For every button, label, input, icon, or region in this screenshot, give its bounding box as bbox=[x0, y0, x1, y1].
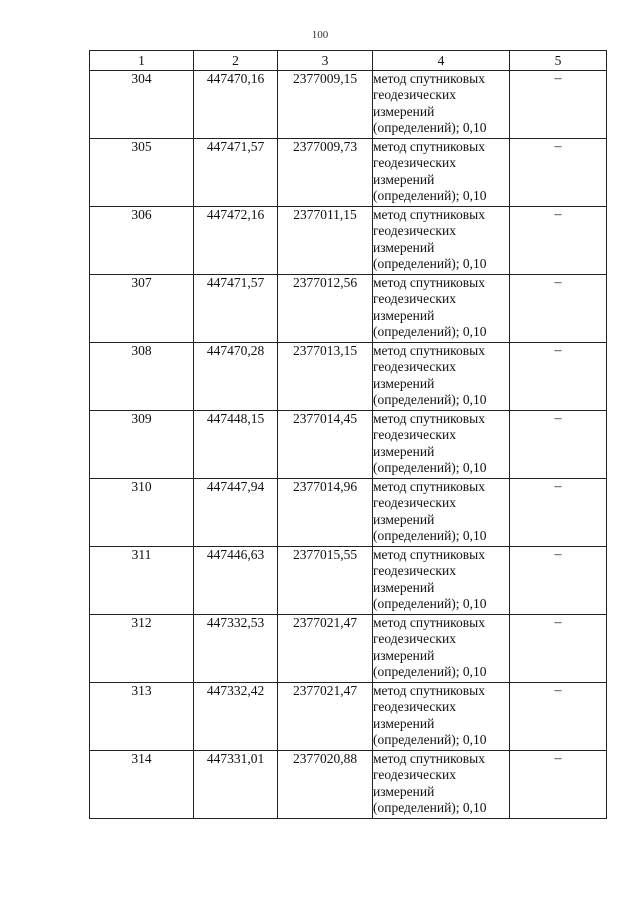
table-row bbox=[90, 615, 607, 683]
method-line: измерений bbox=[373, 171, 435, 187]
method-line: метод спутниковых bbox=[373, 71, 485, 86]
table-row bbox=[90, 547, 607, 615]
y-coordinate-cell: 2377012,56 bbox=[278, 275, 373, 343]
method-line: метод спутниковых bbox=[373, 411, 485, 426]
method-line: геодезических bbox=[373, 359, 456, 375]
point-number-cell: 307 bbox=[90, 275, 194, 343]
method-line: геодезических bbox=[373, 767, 456, 783]
note-cell: – bbox=[510, 479, 607, 547]
x-coordinate-cell: 447332,42 bbox=[194, 683, 278, 751]
y-coordinate-cell: 2377015,55 bbox=[278, 547, 373, 615]
method-cell bbox=[373, 207, 510, 275]
method-line: геодезических bbox=[373, 495, 456, 511]
y-coordinate-cell: 2377020,88 bbox=[278, 751, 373, 819]
method-line: (определений); 0,10 bbox=[373, 663, 487, 679]
x-coordinate-cell: 447446,63 bbox=[194, 547, 278, 615]
method-cell bbox=[373, 343, 510, 411]
method-line: измерений bbox=[373, 511, 435, 527]
method-line: геодезических bbox=[373, 631, 456, 647]
table-row bbox=[90, 343, 607, 411]
x-coordinate-cell: 447448,15 bbox=[194, 411, 278, 479]
y-coordinate-cell: 2377009,73 bbox=[278, 139, 373, 207]
y-coordinate-cell: 2377021,47 bbox=[278, 683, 373, 751]
point-number-cell: 305 bbox=[90, 139, 194, 207]
x-coordinate-cell: 447332,53 bbox=[194, 615, 278, 683]
method-line: (определений); 0,10 bbox=[373, 323, 487, 339]
x-coordinate-cell: 447331,01 bbox=[194, 751, 278, 819]
point-number-cell: 308 bbox=[90, 343, 194, 411]
method-line: измерений bbox=[373, 715, 435, 731]
note-cell: – bbox=[510, 615, 607, 683]
method-line: измерений bbox=[373, 375, 435, 391]
method-line: (определений); 0,10 bbox=[373, 595, 487, 611]
table-row bbox=[90, 411, 607, 479]
point-number-cell: 309 bbox=[90, 411, 194, 479]
method-cell bbox=[373, 139, 510, 207]
method-line: геодезических bbox=[373, 155, 456, 171]
point-number-cell: 312 bbox=[90, 615, 194, 683]
coordinates-table bbox=[89, 50, 607, 819]
page-number: 100 bbox=[311, 29, 329, 41]
note-cell: – bbox=[510, 547, 607, 615]
method-line: геодезических bbox=[373, 699, 456, 715]
y-coordinate-cell: 2377014,96 bbox=[278, 479, 373, 547]
method-cell bbox=[373, 275, 510, 343]
method-cell bbox=[373, 71, 510, 139]
note-cell: – bbox=[510, 207, 607, 275]
method-line: метод спутниковых bbox=[373, 139, 485, 154]
method-line: метод спутниковых bbox=[373, 547, 485, 562]
point-number-cell: 306 bbox=[90, 207, 194, 275]
method-cell bbox=[373, 547, 510, 615]
method-line: (определений); 0,10 bbox=[373, 119, 487, 135]
note-cell: – bbox=[510, 343, 607, 411]
method-line: измерений bbox=[373, 783, 435, 799]
point-number-cell: 311 bbox=[90, 547, 194, 615]
table-row bbox=[90, 207, 607, 275]
method-line: (определений); 0,10 bbox=[373, 255, 487, 271]
point-number-cell: 304 bbox=[90, 71, 194, 139]
method-cell bbox=[373, 411, 510, 479]
column-header-5: 5 bbox=[510, 51, 607, 71]
point-number-cell: 313 bbox=[90, 683, 194, 751]
y-coordinate-cell: 2377013,15 bbox=[278, 343, 373, 411]
column-header-4: 4 bbox=[373, 51, 510, 71]
point-number-cell: 310 bbox=[90, 479, 194, 547]
method-line: геодезических bbox=[373, 87, 456, 103]
y-coordinate-cell: 2377009,15 bbox=[278, 71, 373, 139]
note-cell: – bbox=[510, 71, 607, 139]
method-line: (определений); 0,10 bbox=[373, 391, 487, 407]
method-line: измерений bbox=[373, 579, 435, 595]
table-row bbox=[90, 139, 607, 207]
method-cell bbox=[373, 751, 510, 819]
method-line: метод спутниковых bbox=[373, 207, 485, 222]
column-header-2: 2 bbox=[194, 51, 278, 71]
method-line: геодезических bbox=[373, 563, 456, 579]
y-coordinate-cell: 2377011,15 bbox=[278, 207, 373, 275]
note-cell: – bbox=[510, 139, 607, 207]
method-line: метод спутниковых bbox=[373, 751, 485, 766]
method-line: (определений); 0,10 bbox=[373, 731, 487, 747]
method-line: метод спутниковых bbox=[373, 683, 485, 698]
method-line: метод спутниковых bbox=[373, 479, 485, 494]
method-line: измерений bbox=[373, 443, 435, 459]
point-number-cell: 314 bbox=[90, 751, 194, 819]
column-header-1: 1 bbox=[90, 51, 194, 71]
table-row bbox=[90, 479, 607, 547]
method-line: метод спутниковых bbox=[373, 275, 485, 290]
x-coordinate-cell: 447471,57 bbox=[194, 275, 278, 343]
x-coordinate-cell: 447471,57 bbox=[194, 139, 278, 207]
note-cell: – bbox=[510, 411, 607, 479]
x-coordinate-cell: 447470,16 bbox=[194, 71, 278, 139]
method-cell bbox=[373, 479, 510, 547]
method-cell bbox=[373, 683, 510, 751]
column-header-3: 3 bbox=[278, 51, 373, 71]
method-line: геодезических bbox=[373, 291, 456, 307]
method-line: (определений); 0,10 bbox=[373, 459, 487, 475]
method-line: измерений bbox=[373, 307, 435, 323]
table-row bbox=[90, 71, 607, 139]
method-line: измерений bbox=[373, 239, 435, 255]
method-line: геодезических bbox=[373, 223, 456, 239]
table-header-row bbox=[90, 51, 607, 71]
note-cell: – bbox=[510, 683, 607, 751]
x-coordinate-cell: 447470,28 bbox=[194, 343, 278, 411]
y-coordinate-cell: 2377021,47 bbox=[278, 615, 373, 683]
method-line: метод спутниковых bbox=[373, 343, 485, 358]
x-coordinate-cell: 447472,16 bbox=[194, 207, 278, 275]
method-line: метод спутниковых bbox=[373, 615, 485, 630]
table-row bbox=[90, 683, 607, 751]
note-cell: – bbox=[510, 275, 607, 343]
x-coordinate-cell: 447447,94 bbox=[194, 479, 278, 547]
note-cell: – bbox=[510, 751, 607, 819]
method-cell bbox=[373, 615, 510, 683]
method-line: (определений); 0,10 bbox=[373, 187, 487, 203]
method-line: измерений bbox=[373, 103, 435, 119]
y-coordinate-cell: 2377014,45 bbox=[278, 411, 373, 479]
method-line: (определений); 0,10 bbox=[373, 799, 487, 815]
table-row bbox=[90, 275, 607, 343]
table-row bbox=[90, 751, 607, 819]
method-line: измерений bbox=[373, 647, 435, 663]
method-line: геодезических bbox=[373, 427, 456, 443]
method-line: (определений); 0,10 bbox=[373, 527, 487, 543]
